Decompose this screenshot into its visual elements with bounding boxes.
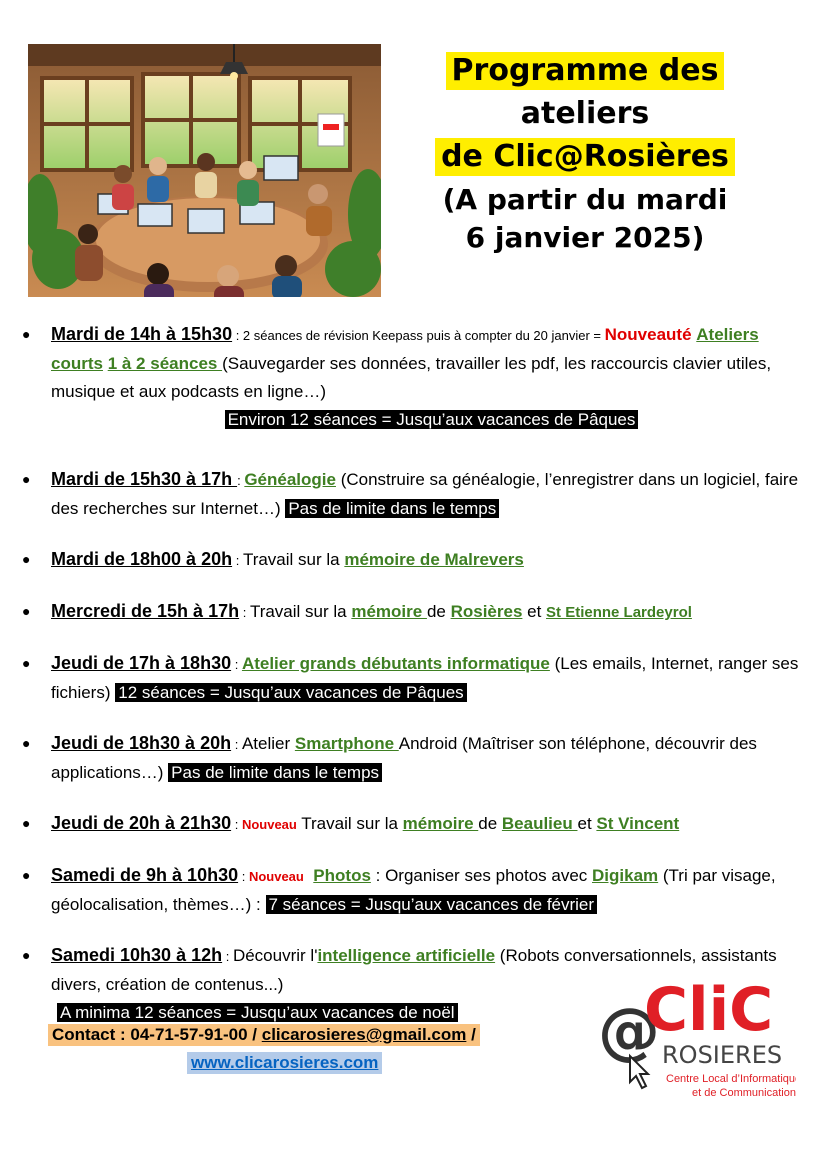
item-text: Travail sur la [296, 814, 403, 833]
item-text: et [577, 814, 597, 833]
new-label: Nouveau [241, 817, 297, 832]
workshop-link[interactable]: Beaulieu [501, 814, 578, 833]
title-line-1: Programme des [446, 52, 725, 90]
item-schedule: Jeudi de 17h à 18h30 [51, 653, 232, 673]
bullet-icon: ● [22, 735, 31, 751]
item-text: : Organiser ses photos avec [370, 866, 593, 885]
workshop-list [22, 320, 812, 1027]
bullet-icon: ● [22, 947, 31, 963]
workshop-link[interactable]: St Etienne Lardeyrol [546, 604, 692, 621]
item-text: Atelier [241, 734, 295, 753]
item-schedule: Mardi de 15h30 à 17h [51, 469, 238, 489]
item-text: Android (Maîtriser son téléphone, découvrir des applications…) [51, 734, 757, 782]
item-text: : 2 séances de révision Keepass puis à compter du 20 janvier = [232, 328, 605, 343]
item-text: (Les emails, Internet, ranger ses fichiers) [51, 654, 799, 702]
item-schedule: Mercredi de 15h à 17h [51, 601, 240, 621]
item-text: (Sauvegarder ses données, travailler les pdf, les raccourcis clavier utiles, musique et aux podcasts en ligne…) [51, 354, 772, 401]
page-title [400, 52, 770, 257]
item-text: de [426, 602, 451, 621]
list-item [22, 597, 812, 627]
workshop-link[interactable]: Généalogie [244, 470, 336, 489]
duration-badge: A minima 12 séances = Jusqu’aux vacances de noël [57, 1003, 458, 1022]
item-text: Découvrir l' [232, 946, 318, 965]
contact-line [48, 1024, 480, 1046]
new-label: Nouveau [248, 869, 304, 884]
logo-tagline-2: et de Communication [692, 1087, 796, 1099]
bullet-icon: ● [22, 867, 31, 883]
item-separator: : [231, 657, 242, 672]
item-separator: : [232, 553, 243, 568]
duration-badge: Environ 12 séances = Jusqu’aux vacances de Pâques [225, 410, 639, 429]
workshop-link[interactable]: Photos [313, 866, 371, 885]
title-line-3: de Clic@Rosières [435, 138, 735, 176]
workshop-link[interactable]: mémoire [351, 602, 427, 621]
item-schedule: Samedi de 9h à 10h30 [51, 865, 239, 885]
item-separator: : [238, 869, 249, 884]
item-schedule: Samedi 10h30 à 12h [51, 945, 223, 965]
workshop-link[interactable]: Digikam [592, 866, 659, 885]
workshop-link[interactable]: 1 à 2 séances [107, 354, 223, 373]
list-item [22, 809, 812, 839]
subtitle-line-1: (A partir du mardi [442, 183, 728, 216]
logo-at-sign: @ [598, 994, 660, 1067]
new-label: Nouveauté [604, 325, 692, 344]
workshop-link[interactable]: Smartphone [294, 734, 399, 753]
bullet-icon: ● [22, 326, 31, 342]
logo-rosieres: ROSIERES [662, 1041, 783, 1069]
item-schedule: Mardi de 18h00 à 20h [51, 549, 233, 569]
workshop-link[interactable]: St Vincent [596, 814, 680, 833]
list-item [22, 465, 812, 523]
workshop-link[interactable]: Atelier grands débutants informatique [241, 654, 550, 673]
clic-rosieres-logo [596, 970, 796, 1110]
workshop-illustration [28, 44, 381, 297]
contact-separator: / [466, 1025, 476, 1044]
website-line [187, 1052, 382, 1074]
workshop-link[interactable]: intelligence artificielle [317, 946, 496, 965]
item-text: (Tri par visage, géolocalisation, thèmes…) : [51, 866, 776, 914]
duration-badge: Pas de limite dans le temps [168, 763, 382, 782]
contact-phone: Contact : 04-71-57-91-00 / [52, 1025, 262, 1044]
item-text: de [478, 814, 502, 833]
subtitle-line-2: 6 janvier 2025) [465, 220, 705, 254]
duration-badge: 12 séances = Jusqu’aux vacances de Pâques [115, 683, 466, 702]
email-link[interactable]: clicarosieres@gmail.com [261, 1025, 467, 1044]
item-schedule: Mardi de 14h à 15h30 [51, 324, 233, 344]
item-separator: : [237, 473, 245, 488]
logo-tagline-1: Centre Local d’Informatique [666, 1073, 796, 1085]
item-text: Travail sur la [249, 602, 352, 621]
item-separator: : [231, 737, 242, 752]
bullet-icon: ● [22, 655, 31, 671]
list-item [22, 649, 812, 707]
item-text: Travail sur la [242, 550, 345, 569]
workshop-link[interactable]: Ateliers courts [51, 325, 759, 373]
item-text: (Robots conversationnels, assistants divers, création de contenus...) [51, 946, 777, 994]
list-item [22, 320, 812, 434]
item-separator: : [222, 949, 233, 964]
list-item [22, 861, 812, 919]
website-link[interactable]: www.clicarosieres.com [191, 1053, 379, 1072]
duration-badge: 7 séances = Jusqu’aux vacances de février [266, 895, 598, 914]
workshop-link[interactable]: mémoire de Malrevers [344, 550, 524, 569]
list-item [22, 545, 812, 575]
list-item [22, 729, 812, 787]
item-text: (Construire sa généalogie, l’enregistrer dans un logiciel, faire des recherches sur Internet…) [51, 470, 799, 518]
logo-clic: CliC [644, 975, 774, 1045]
duration-badge: Pas de limite dans le temps [285, 499, 499, 518]
workshop-link[interactable]: Rosières [450, 602, 523, 621]
workshop-link[interactable]: mémoire [402, 814, 479, 833]
item-schedule: Jeudi de 18h30 à 20h [51, 733, 232, 753]
title-line-2: ateliers [520, 96, 650, 131]
item-text: et [522, 602, 547, 621]
item-schedule: Jeudi de 20h à 21h30 [51, 813, 232, 833]
bullet-icon: ● [22, 603, 31, 619]
item-separator: : [239, 605, 250, 620]
bullet-icon: ● [22, 815, 31, 831]
bullet-icon: ● [22, 471, 31, 487]
bullet-icon: ● [22, 551, 31, 567]
item-separator: : [231, 817, 242, 832]
